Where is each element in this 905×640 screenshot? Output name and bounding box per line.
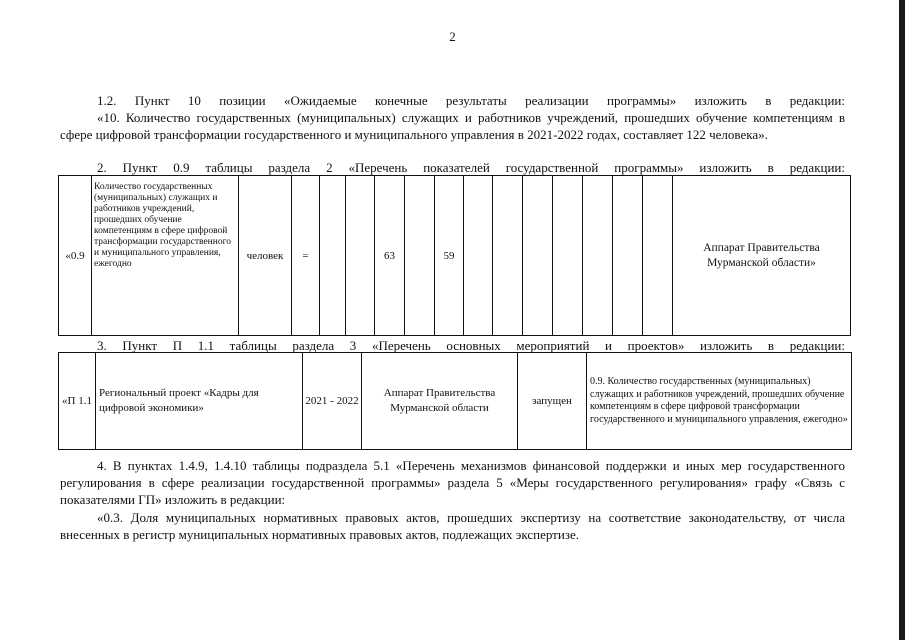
indicators-table (58, 175, 851, 336)
indicator-value-cell (320, 176, 346, 336)
scan-edge (899, 0, 905, 640)
indicator-value-cell (346, 176, 375, 336)
indicator-value-cell (583, 176, 613, 336)
indicator-value-cell (643, 176, 673, 336)
indicator-number: «0.9 (59, 176, 92, 336)
indicator-unit: человек (239, 176, 292, 336)
project-executor: Аппарат Правительства Мурманской области (362, 353, 518, 450)
indicator-value-cell (493, 176, 523, 336)
project-name: Региональный проект «Кадры для цифровой экономики» (96, 353, 303, 450)
projects-table (58, 352, 852, 450)
indicator-value-2021: 63 (375, 176, 405, 336)
paragraph-indicator-0-3: «0.3. Доля муниципальных нормативных правовых актов, прошедших экспертизу на соответствие законодательству, от числа внесенных в регистр муниципальных нормативных правовых актов, подлежащих экспертизе. (60, 510, 845, 542)
paragraph-1-2: 1.2. Пункт 10 позиции «Ожидаемые конечные результаты реализации программы» изложить в редакции: (97, 93, 845, 108)
paragraph-2: 2. Пункт 0.9 таблицы раздела 2 «Перечень показателей государственной программы» изложить в редакции: (97, 160, 845, 175)
paragraph-4: 4. В пунктах 1.4.9, 1.4.10 таблицы подраздела 5.1 «Перечень механизмов финансовой поддержки и иных мер государственного регулирования в сфере реализации государственной программы» раздела 5 «Меры государственного регулирования» графу «Связь с показателями ГП» изложить в редакции: (60, 458, 845, 507)
indicator-value-cell (523, 176, 553, 336)
paragraph-3: 3. Пункт П 1.1 таблицы раздела 3 «Перечень основных мероприятий и проектов» изложить в редакции: (97, 338, 845, 353)
indicator-executor: Аппарат Правительства Мурманской области» (673, 176, 851, 336)
indicator-value-cell (405, 176, 435, 336)
table-row (59, 353, 852, 450)
paragraph-item-10: «10. Количество государственных (муниципальных) служащих и работников учреждений, прошедших обучение компетенциям в сфере цифровой трансформации государственного и муниципального управления в 2021-2022 годах, составляет 122 человека». (60, 110, 845, 142)
project-number: «П 1.1 (59, 353, 96, 450)
indicator-name: Количество государственных (муниципальных) служащих и работников учреждений, прошедших обучение компетенциям в сфере цифровой трансформации государственного и муниципального управления, ежегодно (92, 176, 239, 336)
indicator-value-cell (613, 176, 643, 336)
project-status: запущен (518, 353, 587, 450)
indicator-value-2022: 59 (435, 176, 464, 336)
indicator-direction: = (292, 176, 320, 336)
project-period: 2021 - 2022 (303, 353, 362, 450)
table-row (59, 176, 851, 336)
indicator-value-cell (464, 176, 493, 336)
indicator-value-cell (553, 176, 583, 336)
project-indicators: 0.9. Количество государственных (муниципальных) служащих и работников учреждений, прошедших обучение компетенциям в сфере цифровой трансформации государственного и муниципального управления, ежегодно» (587, 353, 852, 450)
page-number: 2 (449, 29, 456, 44)
